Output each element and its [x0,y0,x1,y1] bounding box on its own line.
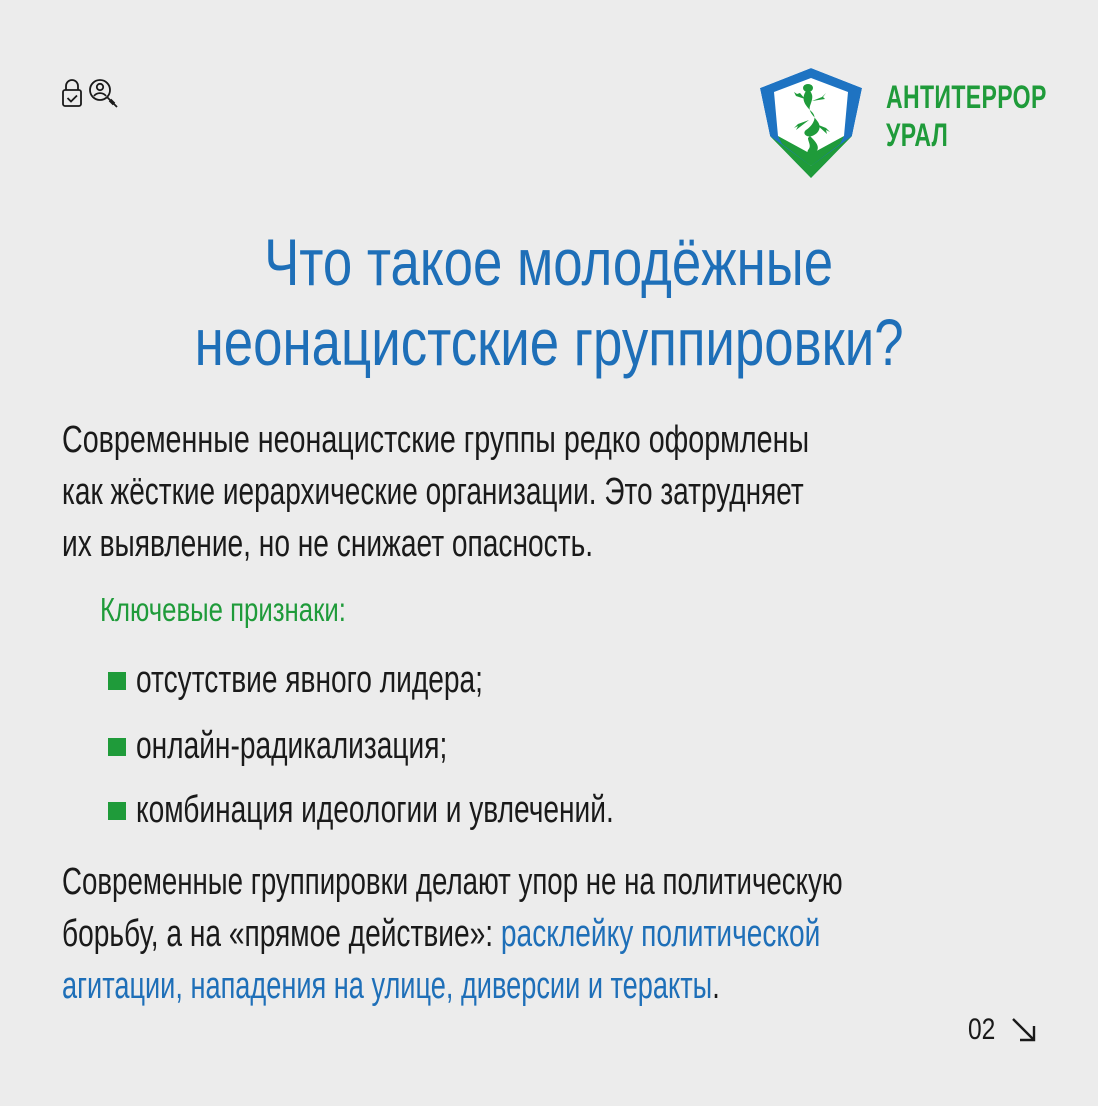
list-item-text: онлайн-радикализация; [136,725,448,767]
conclusion-line-2-plain: борьбу, а на «прямое действие»: [62,913,501,955]
page-number-text: 02 [968,1013,996,1046]
intro-paragraph [62,414,992,570]
brand-name [886,78,1047,154]
list-item-text: комбинация идеологии и увлечений. [136,789,614,831]
bullet-square-icon [108,802,126,820]
lock-check-icon [63,80,81,106]
title-line-1: Что такое молодёжные [264,225,834,299]
conclusion-line-3 [62,960,727,1012]
key-signs-heading: Ключевые признаки: [100,591,346,628]
conclusion-line-2-accent: расклейку политической [500,913,821,955]
page-title [40,222,1058,382]
intro-line-1: Современные неонацистские группы редко оформлены [62,419,810,461]
lizard-shield-icon [756,66,866,182]
arrow-down-right-icon [1010,1016,1038,1044]
conclusion-line-1: Современные группировки делают упор не на политическую [62,861,843,903]
conclusion-line-3-accent: агитации, нападения на улице, диверсии и теракты [62,965,713,1007]
conclusion-line-2 [62,908,821,960]
brand-line-1: АНТИТЕРРОР [886,79,1047,115]
bullet-square-icon [108,672,126,690]
bullet-square-icon [108,738,126,756]
user-search-icon [90,80,117,107]
page-number [968,1010,1001,1050]
intro-line-3: их выявление, но не снижает опасность. [62,523,594,565]
brand-line-2: УРАЛ [886,117,949,153]
brand-logo [756,66,1046,182]
title-line-2: неонацистские группировки? [194,305,904,379]
top-icons [60,76,122,110]
conclusion-line-3-end: . [712,965,720,1007]
intro-line-2: как жёсткие иерархические организации. Это затрудняет [62,471,804,513]
conclusion-paragraph [62,856,992,1012]
list-item-text: отсутствие явного лидера; [136,659,483,701]
